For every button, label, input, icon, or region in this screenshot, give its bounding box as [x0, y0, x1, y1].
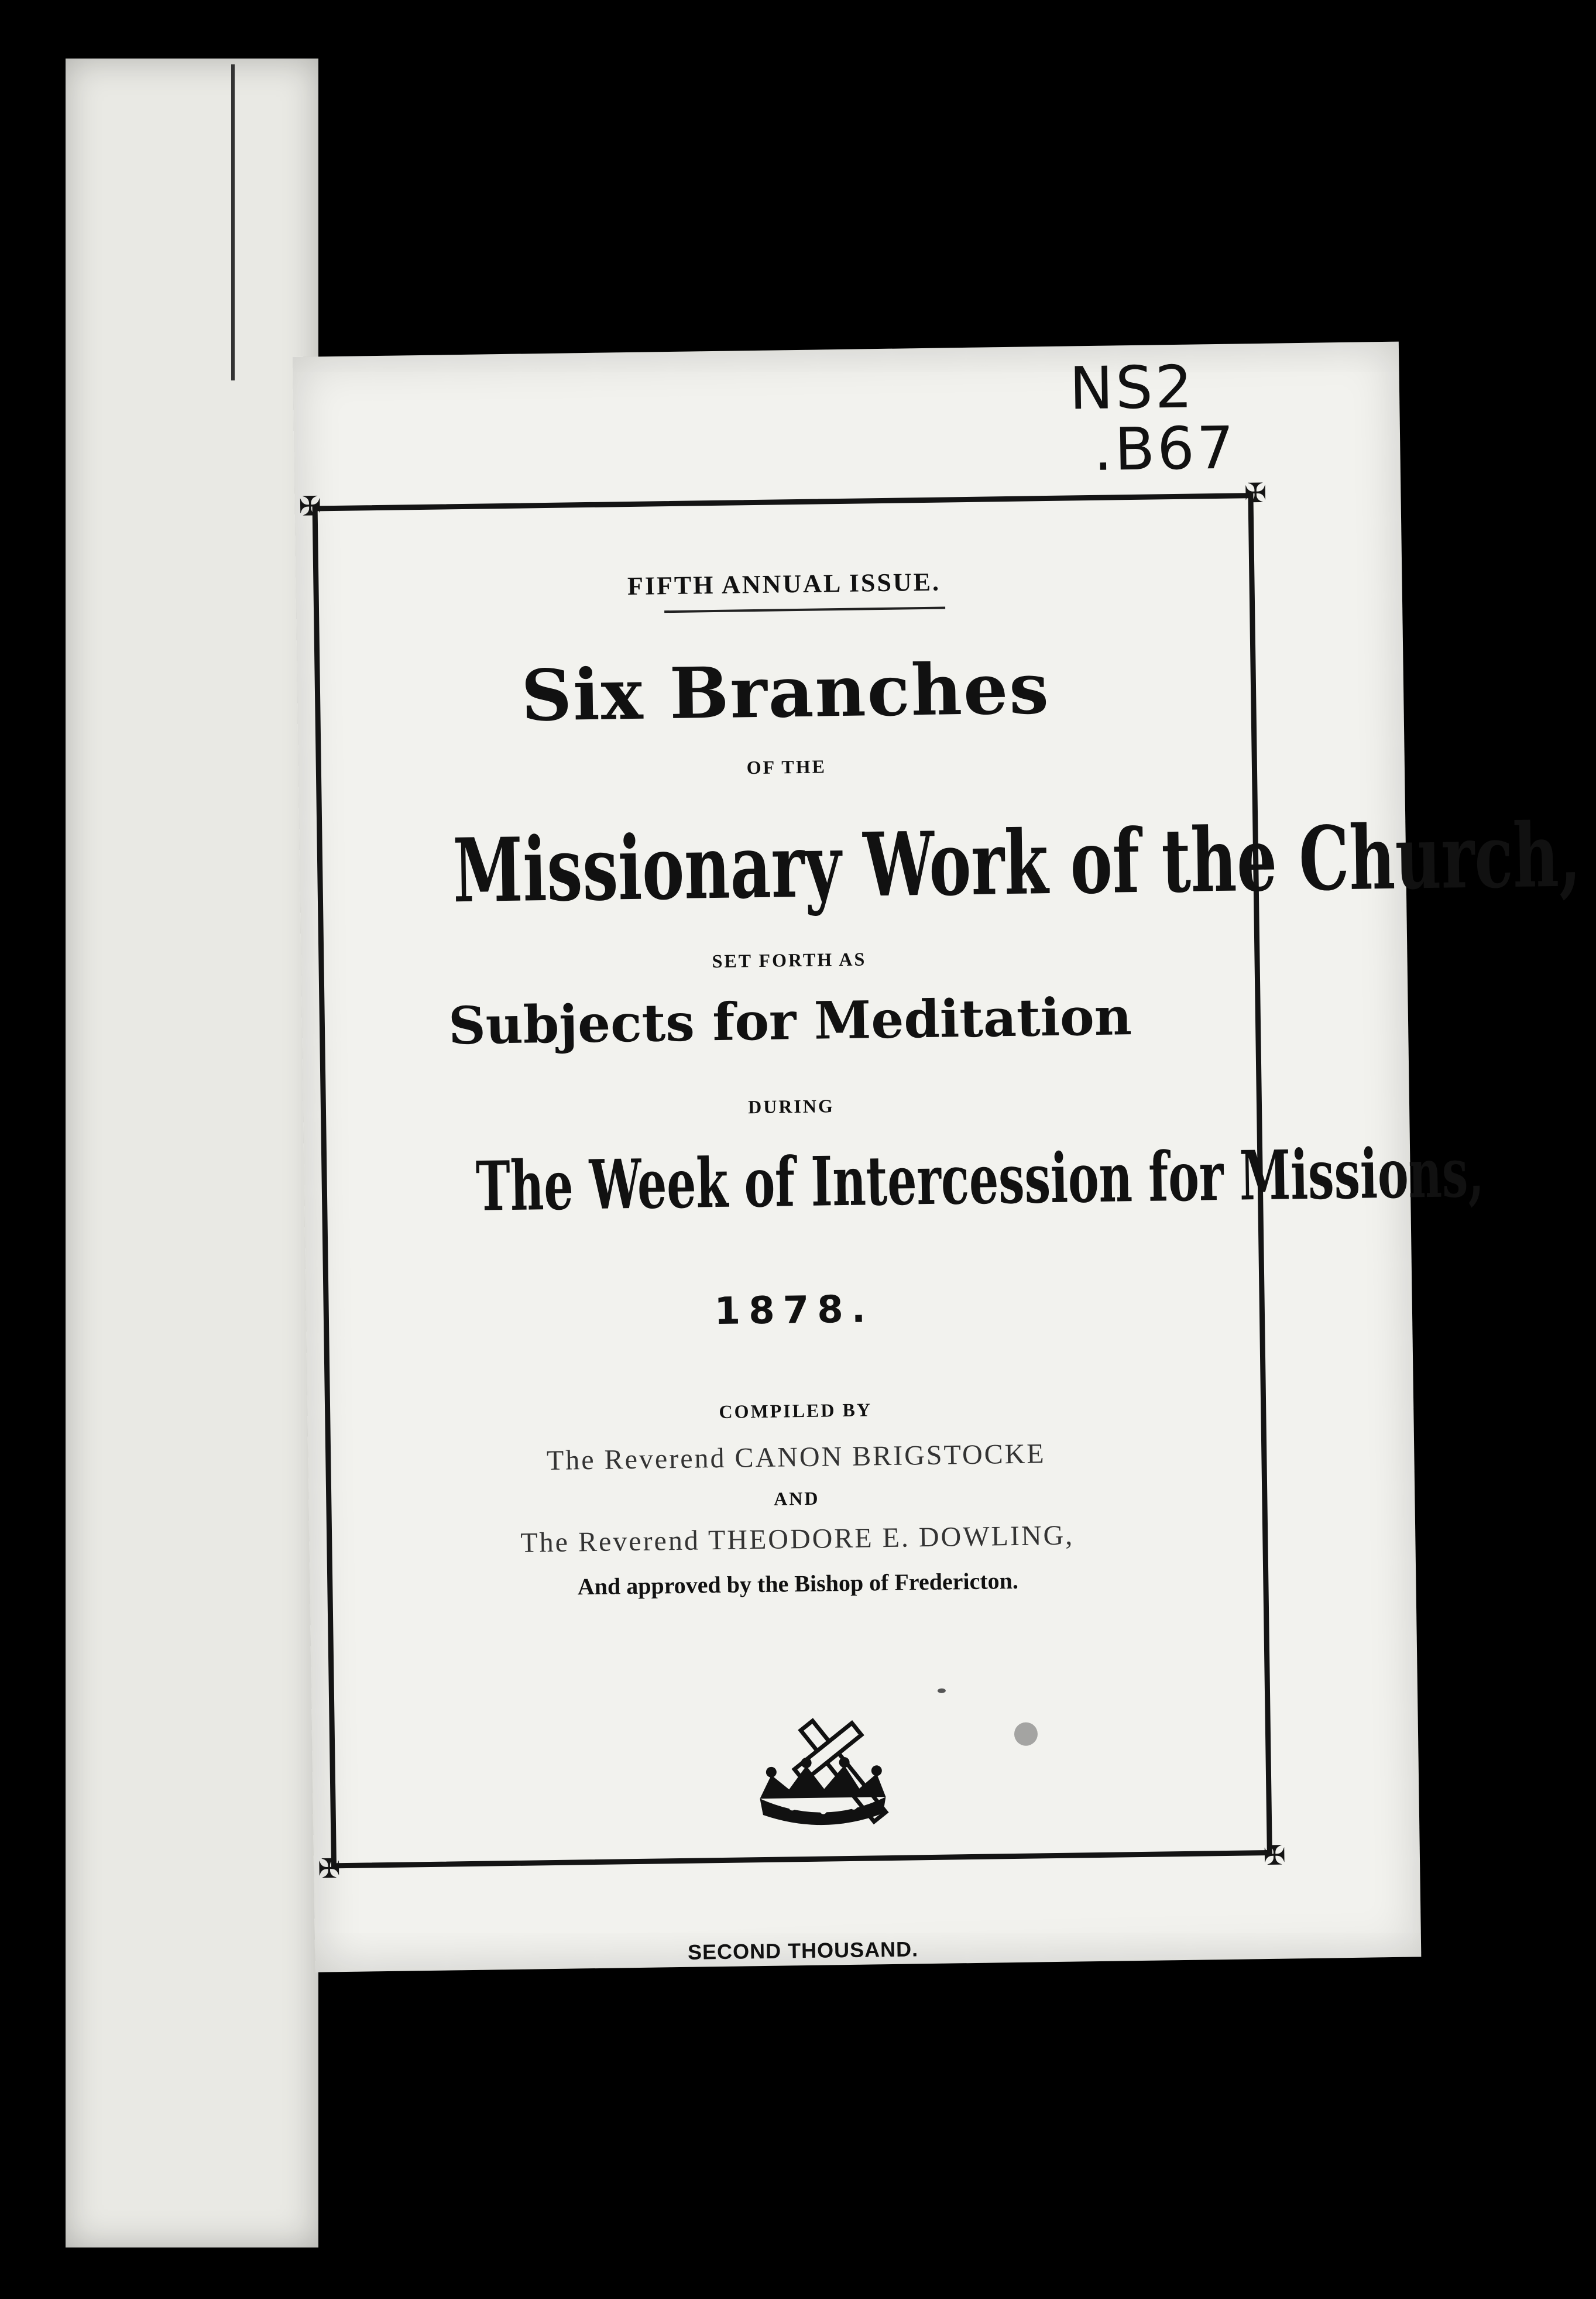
title-line-1: Six Branches [520, 647, 1051, 737]
call-number-line-2: .B67 [1093, 413, 1237, 484]
author-1: The Reverend CANON BRIGSTOCKE [546, 1438, 1046, 1477]
author-2: The Reverend THEODORE E. DOWLING, [520, 1519, 1075, 1559]
corner-ornament-icon: ✠ [298, 490, 322, 522]
issue-heading: FIFTH ANNUAL ISSUE. [627, 567, 941, 601]
and-label: AND [773, 1487, 820, 1509]
approval-line: And approved by the Bishop of Fredericton. [577, 1567, 1019, 1600]
title-of-the: OF THE [746, 756, 827, 778]
issue-underline [664, 606, 945, 613]
corner-ornament-icon: ✠ [1244, 476, 1267, 509]
ornamental-border [298, 476, 1582, 1964]
title-during: DURING [747, 1095, 835, 1118]
left-paper-strip [66, 59, 318, 2247]
corner-ornament-icon: ✠ [317, 1852, 341, 1885]
title-line-3: Subjects for Meditation [448, 986, 1132, 1056]
call-number-line-1: NS2 [1069, 352, 1195, 423]
compiled-by-label: COMPILED BY [719, 1399, 873, 1423]
title-set-forth: SET FORTH AS [712, 948, 867, 972]
title-line-4: The Week of Intercession for Missions, [475, 1133, 1485, 1227]
title-line-2: Missionary Work of the Church, [452, 804, 1582, 923]
handwritten-call-number [1069, 352, 1237, 484]
publication-year: 1878. [714, 1288, 874, 1334]
title-content [318, 498, 1582, 1964]
edition-note: SECOND THOUSAND. [687, 1937, 919, 1964]
corner-ornament-icon: ✠ [1262, 1839, 1286, 1872]
title-page [293, 342, 1582, 1972]
paper-crease [231, 64, 235, 380]
crown-and-cross-icon [747, 1709, 901, 1840]
